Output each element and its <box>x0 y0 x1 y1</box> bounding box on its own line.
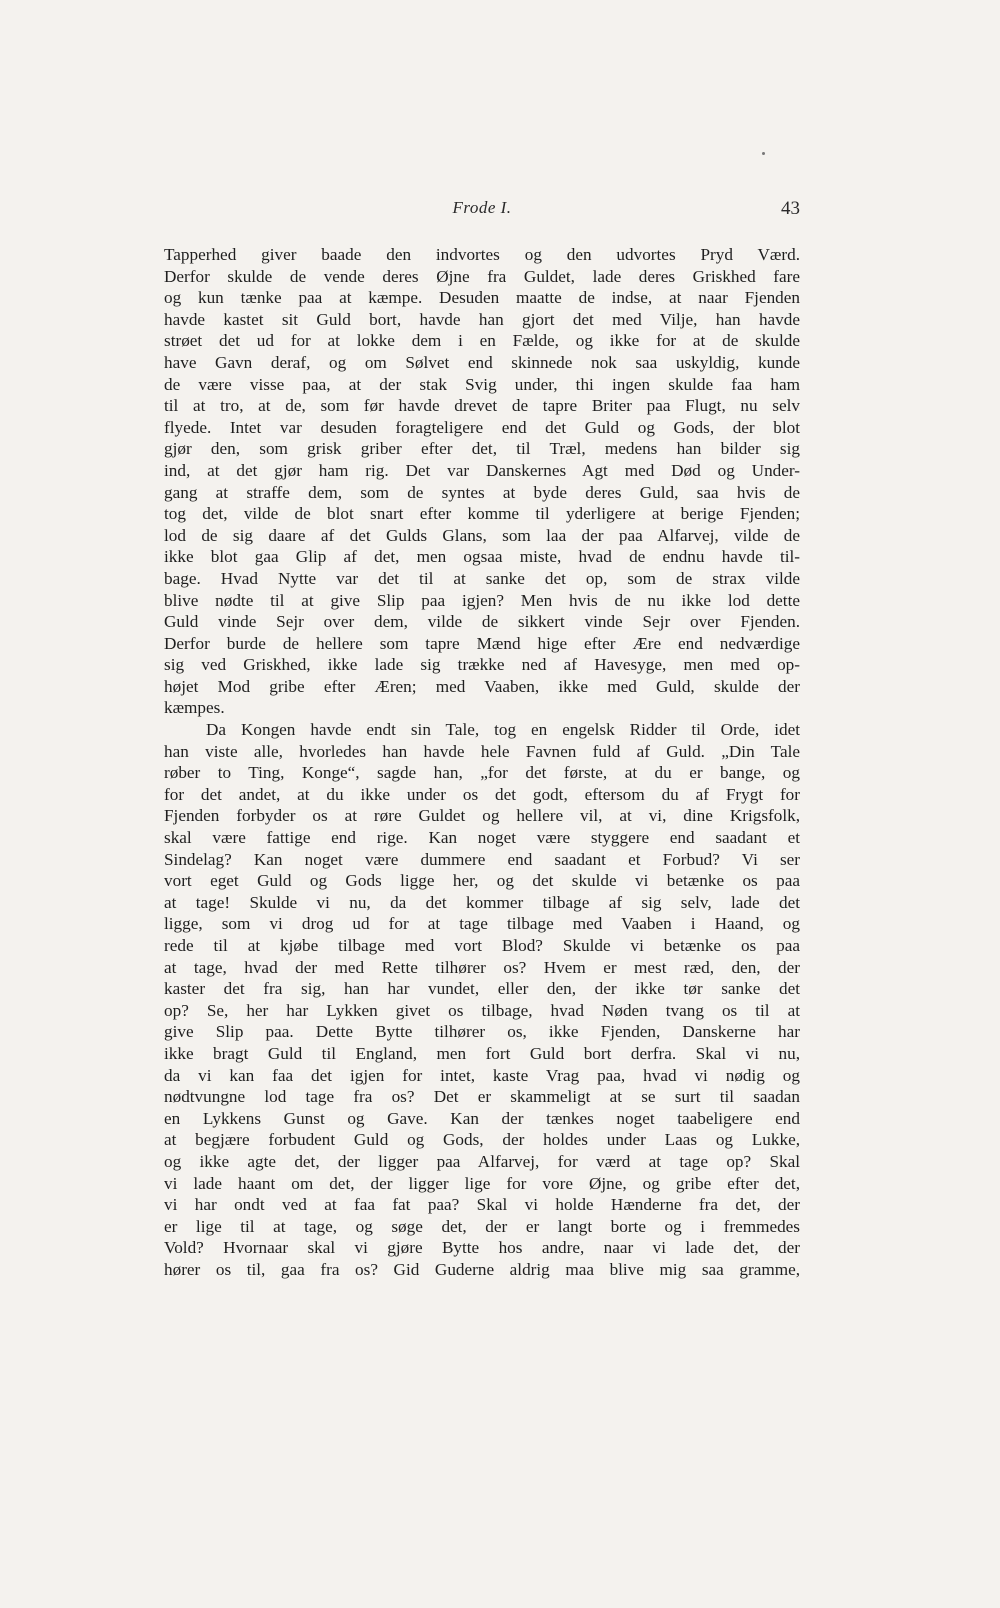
running-title: Frode I. <box>452 198 512 217</box>
text-line: at tage! Skulde vi nu, da det kommer tilbage af sig selv, lade det <box>164 892 800 912</box>
text-line: flyede. Intet var desuden foragteligere end det Guld og Gods, der blot <box>164 417 800 437</box>
paper-speck <box>762 152 765 155</box>
text-line: ikke bragt Guld til England, men fort Guld bort derfra. Skal vi nu, <box>164 1043 800 1063</box>
text-line: Derfor burde de hellere som tapre Mænd hige efter Ære end nedværdige <box>164 633 800 653</box>
text-line: han viste alle, hvorledes han havde hele Favnen fuld af Guld. „Din Tale <box>164 741 800 761</box>
text-line: Guld vinde Sejr over dem, vilde de sikkert vinde Sejr over Fjenden. <box>164 612 800 632</box>
text-line: Da Kongen havde endt sin Tale, tog en engelsk Ridder til Orde, idet <box>206 720 800 740</box>
text-line: Tapperhed giver baade den indvortes og den udvortes Pryd Værd. <box>164 245 800 264</box>
text-line: skal være fattige end rige. Kan noget være styggere end saadant et <box>164 828 800 848</box>
text-line: hører os til, gaa fra os? Gid Guderne aldrig maa blive mig saa gramme, <box>164 1259 800 1279</box>
text-line: gang at straffe dem, som de syntes at byde deres Guld, saa hvis de <box>164 482 800 502</box>
text-line: Sindelag? Kan noget være dummere end saadant et Forbud? Vi ser <box>164 849 800 869</box>
text-line: røber to Ting, Konge“, sagde han, „for det første, at du er bange, og <box>164 763 800 783</box>
text-line: bage. Hvad Nytte var det til at sanke det op, som de strax vilde <box>164 568 800 588</box>
text-line: højet Mod gribe efter Æren; med Vaaben, ikke med Guld, skulde der <box>164 676 800 696</box>
text-line: kaster det fra sig, han har vundet, eller den, der ikke tør sanke det <box>164 979 800 999</box>
text-line: sig ved Griskhed, ikke lade sig trække ned af Havesyge, men med op- <box>164 655 800 675</box>
text-line: blive nødte til at give Slip paa igjen? Men hvis de nu ikke lod dette <box>164 590 800 610</box>
text-line: gjør den, som grisk griber efter det, til Træl, medens han bilder sig <box>164 439 800 459</box>
text-line: til at tro, at de, som før havde drevet de tapre Briter paa Flugt, nu selv <box>164 396 800 416</box>
text-line: at begjære forbudent Guld og Gods, der holdes under Laas og Lukke, <box>164 1130 800 1150</box>
text-line: vi lade haant om det, der ligger lige for vore Øjne, og gribe efter det, <box>164 1173 800 1193</box>
text-line: da vi kan faa det igjen for intet, kaste Vrag paa, hvad vi nødig og <box>164 1065 800 1085</box>
body-text <box>164 244 800 1281</box>
text-line: vi har ondt ved at faa fat paa? Skal vi holde Hænderne fra det, der <box>164 1195 800 1215</box>
text-line: at tage, hvad der med Rette tilhører os? Hvem er mest ræd, den, der <box>164 957 800 977</box>
text-line: op? Se, her har Lykken givet os tilbage, hvad Nøden tvang os til at <box>164 1000 800 1020</box>
text-line: give Slip paa. Dette Bytte tilhører os, ikke Fjenden, Danskerne har <box>164 1022 800 1042</box>
text-line: tog det, vilde de blot snart efter komme til yderligere at berige Fjenden; <box>164 504 800 524</box>
text-line: have Gavn deraf, og om Sølvet end skinnede nok saa uskyldig, kunde <box>164 352 800 372</box>
page-number: 43 <box>781 198 800 219</box>
text-line: og kun tænke paa at kæmpe. Desuden maatte de indse, at naar Fjenden <box>164 288 800 308</box>
text-line: vort eget Guld og Gods ligge her, og det skulde vi betænke os paa <box>164 871 800 891</box>
text-line: ligge, som vi drog ud for at tage tilbage med Vaaben i Haand, og <box>164 914 800 934</box>
running-head <box>164 198 800 222</box>
text-line: og ikke agte det, der ligger paa Alfarvej, for værd at tage op? Skal <box>164 1151 800 1171</box>
text-line: Fjenden forbyder os at røre Guldet og hellere vil, at vi, dine Krigsfolk, <box>164 806 800 826</box>
text-line: ikke blot gaa Glip af det, men ogsaa miste, hvad de endnu havde til- <box>164 547 800 567</box>
text-line: de være visse paa, at der stak Svig under, thi ingen skulde faa ham <box>164 374 800 394</box>
text-line: strøet det ud for at lokke dem i en Fælde, og ikke for at de skulde <box>164 331 800 351</box>
text-line: nødtvungne lod tage fra os? Det er skammeligt at se surt til saadan <box>164 1087 800 1107</box>
text-line: er lige til at tage, og søge det, der er langt borte og i fremmedes <box>164 1216 800 1236</box>
text-line: lod de sig daare af det Gulds Glans, som laa der paa Alfarvej, vilde de <box>164 525 800 545</box>
text-line: Derfor skulde de vende deres Øjne fra Guldet, lade deres Griskhed fare <box>164 266 800 286</box>
text-line: kæmpes. <box>164 698 225 718</box>
text-line: rede til at kjøbe tilbage med vort Blod? Skulde vi betænke os paa <box>164 936 800 955</box>
text-line: Vold? Hvornaar skal vi gjøre Bytte hos andre, naar vi lade det, der <box>164 1238 800 1258</box>
text-line: havde kastet sit Guld bort, havde han gjort det med Vilje, han havde <box>164 309 800 329</box>
text-line: for det andet, at du ikke under os det godt, eftersom du af Frygt for <box>164 784 800 804</box>
text-line: ind, at det gjør ham rig. Det var Danskernes Agt med Død og Under- <box>164 460 800 480</box>
text-line: en Lykkens Gunst og Gave. Kan der tænkes noget taabeligere end <box>164 1108 800 1128</box>
